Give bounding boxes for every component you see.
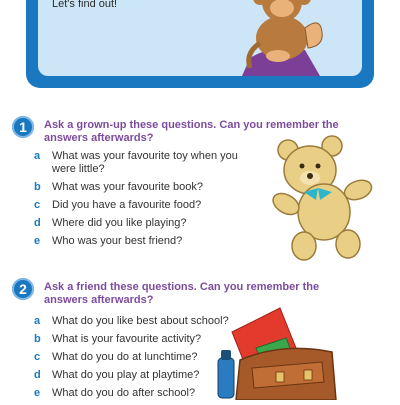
item-letter: c [34, 199, 41, 211]
item-text: What is your favourite activity? [52, 333, 202, 345]
item-letter: d [34, 369, 41, 381]
section-number-badge: 1 [12, 116, 34, 138]
item-letter: b [34, 181, 41, 193]
item-text: What do you play at playtime? [52, 369, 200, 381]
list-item [34, 217, 254, 230]
list-item [34, 199, 254, 212]
section-prompt: Ask a friend these questions. Can you remember the answers afterwards? [44, 281, 320, 306]
section-number-badge: 2 [12, 278, 34, 300]
intro-text: Let's find out! [52, 0, 118, 10]
teddy-bear-icon [268, 134, 380, 262]
item-letter: c [34, 351, 41, 363]
item-letter: a [34, 315, 41, 327]
item-text: What do you do after school? [52, 387, 196, 399]
item-letter: a [34, 150, 41, 162]
item-text: What do you like best about school? [52, 315, 229, 327]
list-item [34, 150, 254, 176]
question-list [34, 150, 254, 253]
item-letter: e [34, 235, 41, 247]
monkey-character-icon [220, 0, 340, 76]
item-text: Did you have a favourite food? [52, 199, 202, 211]
item-text: Who was your best friend? [52, 235, 183, 247]
intro-panel [38, 0, 362, 76]
list-item [34, 235, 254, 248]
item-text: What was your favourite book? [52, 181, 204, 193]
item-text: What do you do at lunchtime? [52, 351, 198, 363]
item-letter: e [34, 387, 41, 399]
item-letter: b [34, 333, 41, 345]
item-text: Where did you like playing? [52, 217, 187, 229]
school-bag-icon [212, 302, 342, 400]
list-item [34, 181, 254, 194]
section-prompt: Ask a grown-up these questions. Can you remember the answers afterwards? [44, 119, 339, 144]
item-text: What was your favourite toy when you were little? [52, 150, 238, 175]
item-letter: d [34, 217, 41, 229]
